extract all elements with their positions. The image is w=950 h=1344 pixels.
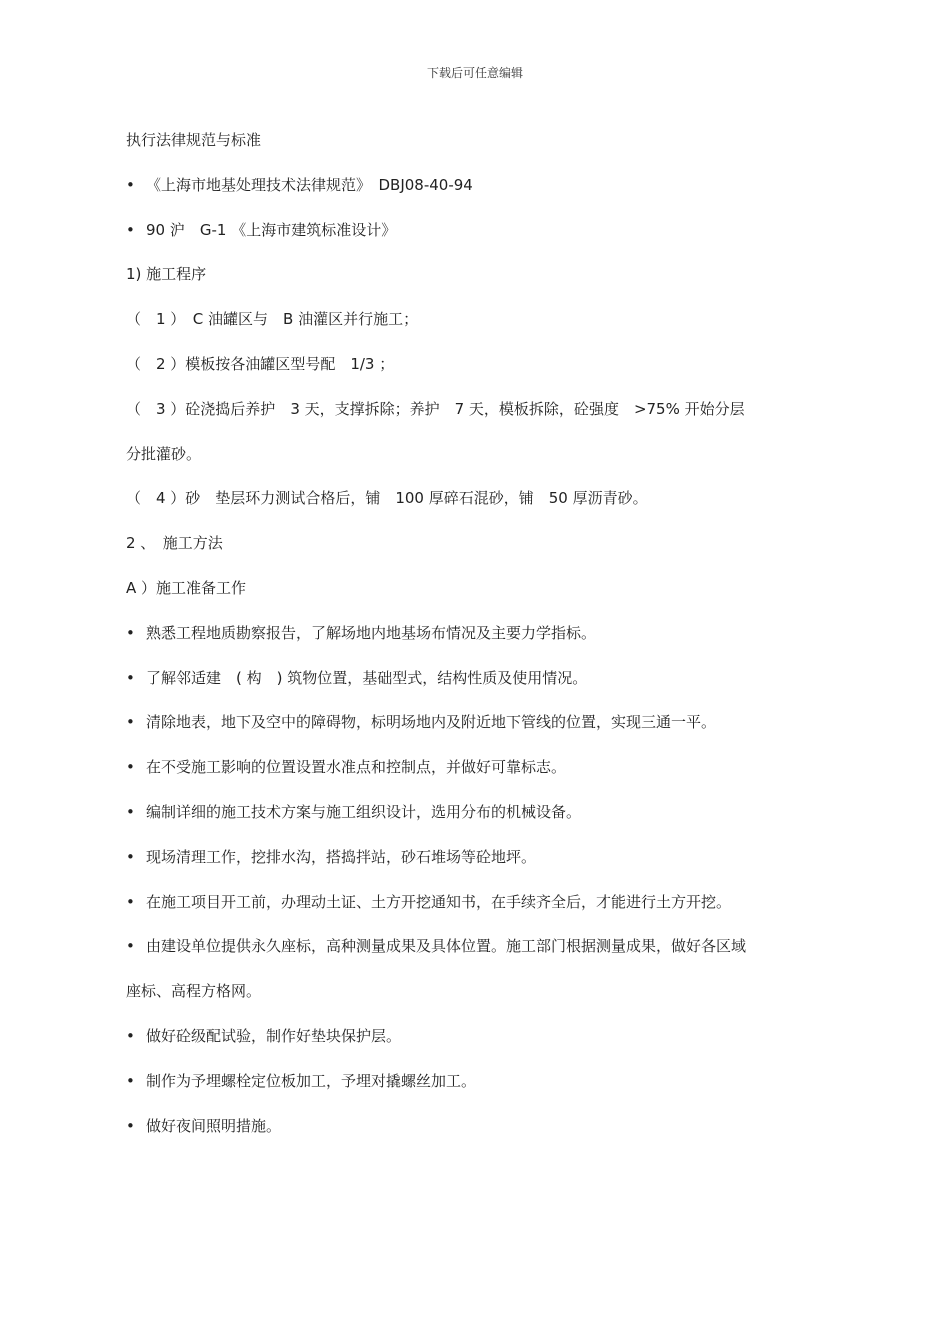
bullet: • bbox=[126, 175, 135, 194]
document-body bbox=[126, 118, 826, 1148]
bullet: • bbox=[126, 1026, 135, 1045]
list-item bbox=[126, 611, 826, 656]
list-item-text: 在施工项目开工前，办理动土证、土方开挖通知书，在手续齐全后，才能进行土方开挖。 bbox=[146, 892, 732, 911]
list-item bbox=[126, 745, 826, 790]
bullet: • bbox=[126, 1116, 135, 1135]
list-item bbox=[126, 1014, 826, 1059]
standard-item bbox=[126, 208, 826, 253]
list-item-text: 编制详细的施工技术方案与施工组织设计，选用分布的机械设备。 bbox=[146, 802, 582, 821]
method-title: 2 、 施工方法 bbox=[126, 534, 223, 553]
list-item bbox=[126, 880, 826, 925]
standard-text: 《上海市地基处理技术法律规范》 DBJ08-40-94 bbox=[146, 175, 473, 194]
list-item-text: 熟悉工程地质勘察报告，了解场地内地基场布情况及主要力学指标。 bbox=[146, 623, 597, 642]
bullet: • bbox=[126, 802, 135, 821]
bullet: • bbox=[126, 892, 135, 911]
list-item bbox=[126, 790, 826, 835]
procedure-step: （ 1 ） C 油罐区与 B 油灌区并行施工； bbox=[126, 310, 419, 329]
list-item-text: 做好夜间照明措施。 bbox=[146, 1116, 282, 1135]
list-item bbox=[126, 700, 826, 745]
procedure-step: （ 2 ）模板按各油罐区型号配 1/3 ； bbox=[126, 354, 395, 373]
list-item bbox=[126, 835, 826, 880]
bullet: • bbox=[126, 220, 135, 239]
method-subtitle: A ）施工准备工作 bbox=[126, 578, 247, 597]
list-item-text: 由建设单位提供永久座标，高种测量成果及具体位置。施工部门根据测量成果，做好各区域 bbox=[146, 937, 747, 956]
list-item-text: 了解邻适建 ( 构 ) 筑物位置，基础型式，结构性质及使用情况。 bbox=[146, 668, 588, 687]
bullet: • bbox=[126, 623, 135, 642]
list-item-continuation: 座标、高程方格网。 bbox=[126, 982, 262, 1001]
list-item bbox=[126, 1104, 826, 1149]
list-item bbox=[126, 656, 826, 701]
bullet: • bbox=[126, 1071, 135, 1090]
list-item-text: 制作为予埋螺栓定位板加工，予埋对撬螺丝加工。 bbox=[146, 1071, 477, 1090]
bullet: • bbox=[126, 847, 135, 866]
procedure-title: 1) 施工程序 bbox=[126, 265, 207, 284]
list-item-text: 做好砼级配试验，制作好垫块保护层。 bbox=[146, 1026, 402, 1045]
standard-item bbox=[126, 163, 826, 208]
standard-text: 90 沪 G-1 《上海市建筑标准设计》 bbox=[146, 220, 397, 239]
section-title: 执行法律规范与标准 bbox=[126, 131, 262, 149]
list-item bbox=[126, 924, 826, 969]
procedure-step: （ 4 ）砂 垫层环力测试合格后，铺 100 厚碎石混砂，铺 50 厚沥青砂。 bbox=[126, 489, 648, 508]
page-header: 下载后可任意编辑 bbox=[426, 66, 523, 80]
bullet: • bbox=[126, 668, 135, 687]
list-item-text: 在不受施工影响的位置设置水准点和控制点，并做好可靠标志。 bbox=[146, 758, 567, 777]
list-item bbox=[126, 1059, 826, 1104]
list-item-text: 清除地表，地下及空中的障碍物，标明场地内及附近地下管线的位置，实现三通一平。 bbox=[146, 713, 717, 732]
bullet: • bbox=[126, 713, 135, 732]
bullet: • bbox=[126, 758, 135, 777]
procedure-step: （ 3 ）砼浇捣后养护 3 天，支撑拆除；养护 7 天，模板拆除，砼强度 >75% 开始分层 bbox=[126, 399, 745, 418]
list-item-text: 现场清理工作，挖排水沟，搭捣拌站，砂石堆场等砼地坪。 bbox=[146, 847, 537, 866]
bullet: • bbox=[126, 937, 135, 956]
procedure-step-continuation: 分批灌砂。 bbox=[126, 444, 202, 463]
